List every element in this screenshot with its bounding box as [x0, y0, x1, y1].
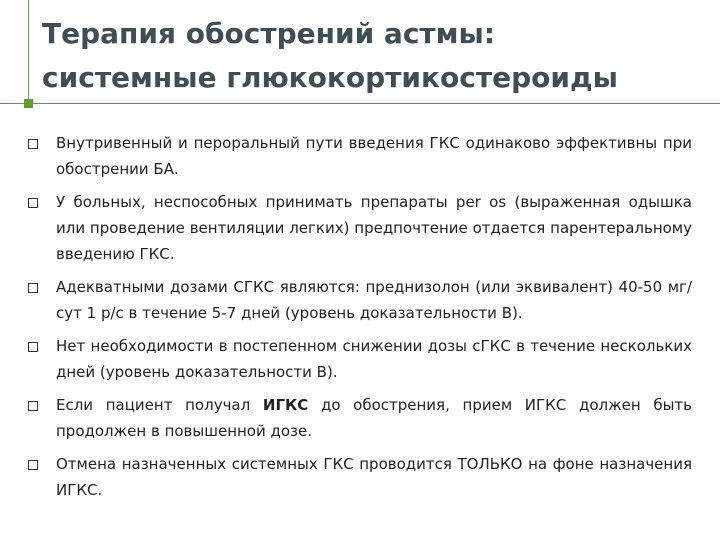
bullet-text-before: Если пациент получал	[56, 396, 263, 414]
bullet-list	[28, 130, 692, 508]
bullet-text: Отмена назначенных системных ГКС проводится ТОЛЬКО на фоне назначения ИГКС.	[56, 455, 692, 499]
hollow-square-bullet-icon	[28, 401, 38, 411]
bullet-text: Внутривенный и пероральный пути введения ГКС одинаково эффективны при обострении БА.	[56, 134, 692, 178]
accent-corner-square	[24, 99, 33, 108]
slide-title-line-2: системные глюкокортикостероиды	[42, 61, 618, 94]
slide-title-line-1: Терапия обострений астмы:	[42, 17, 496, 50]
hollow-square-bullet-icon	[28, 139, 38, 149]
accent-vertical-line	[28, 0, 29, 108]
bullet-text-after: до обострения, прием ИГКС должен быть продолжен в повышенной дозе.	[56, 396, 692, 440]
bullet-item-igks-continue	[28, 392, 692, 444]
bullet-text-bold: ИГКС	[262, 396, 309, 414]
bullet-text: Нет необходимости в постепенном снижении дозы сГКС в течение нескольких дней (уровень доказательности B).	[56, 337, 692, 381]
hollow-square-bullet-icon	[28, 198, 38, 208]
bullet-item-no-tapering	[28, 333, 692, 385]
bullet-item-doses	[28, 274, 692, 326]
hollow-square-bullet-icon	[28, 342, 38, 352]
hollow-square-bullet-icon	[28, 460, 38, 470]
bullet-text	[56, 396, 692, 440]
accent-horizontal-line	[0, 103, 720, 104]
slide-title	[42, 12, 702, 100]
hollow-square-bullet-icon	[28, 283, 38, 293]
bullet-item-withdrawal	[28, 451, 692, 503]
bullet-item-iv-oral-routes	[28, 130, 692, 182]
bullet-item-parenteral	[28, 189, 692, 267]
bullet-text: Адекватными дозами СГКС являются: преднизолон (или эквивалент) 40-50 мг/сут 1 р/с в течение 5-7 дней (уровень доказательности B).	[56, 278, 692, 322]
bullet-text: У больных, неспособных принимать препараты per os (выраженная одышка или проведение вентиляции легких) предпочтение отдается парентеральному введению ГКС.	[56, 193, 692, 263]
